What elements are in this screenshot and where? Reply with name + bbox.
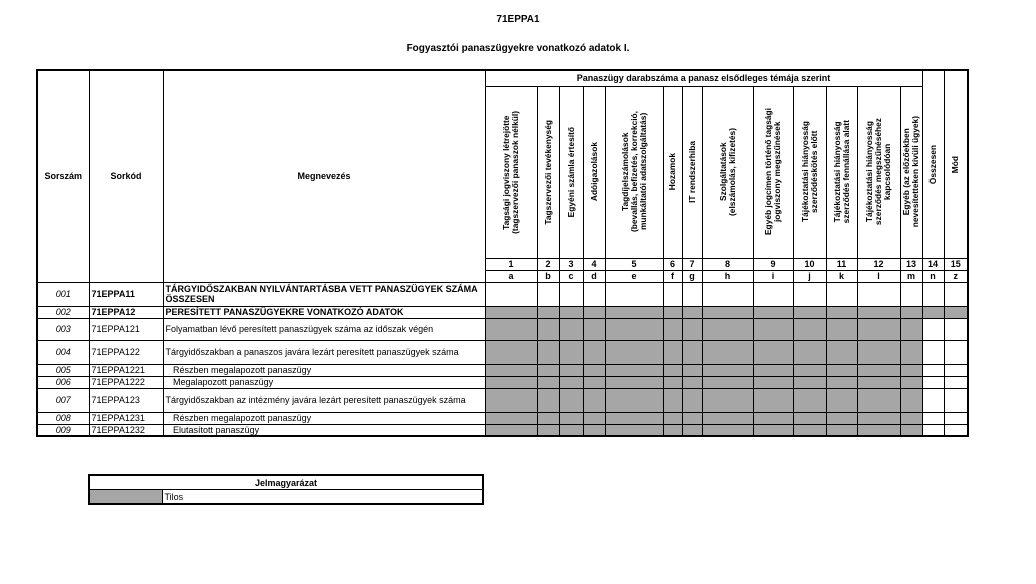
col-number-12: 12 xyxy=(857,258,900,270)
col-header-10 xyxy=(793,86,826,258)
forbidden-cell xyxy=(485,318,537,340)
forbidden-cell xyxy=(682,318,702,340)
input-cell[interactable] xyxy=(663,282,682,306)
forbidden-cell xyxy=(537,376,559,388)
col-number-4: 4 xyxy=(583,258,605,270)
forbidden-cell xyxy=(857,412,900,424)
mode-cell[interactable] xyxy=(944,318,968,340)
forbidden-cell xyxy=(826,340,857,364)
col-header-mod xyxy=(944,70,968,258)
forbidden-cell xyxy=(900,376,922,388)
form-code-title: 71EPPA1 xyxy=(496,14,540,25)
col-number-5: 5 xyxy=(605,258,663,270)
mode-cell[interactable] xyxy=(944,412,968,424)
forbidden-cell xyxy=(826,376,857,388)
forbidden-cell xyxy=(857,424,900,436)
row-sorszam: 004 xyxy=(37,340,89,364)
col-number-1: 1 xyxy=(485,258,537,270)
forbidden-cell xyxy=(559,364,583,376)
row-megnevezes: Tárgyidőszakban az intézmény javára lezárt peresített panaszügyek száma xyxy=(163,388,485,412)
forbidden-cell xyxy=(793,412,826,424)
forbidden-cell xyxy=(605,424,663,436)
forbidden-cell xyxy=(857,318,900,340)
col-header-label-6: Hozamok xyxy=(667,153,677,191)
forbidden-cell xyxy=(753,388,793,412)
forbidden-cell xyxy=(605,388,663,412)
col-header-label-13: Egyéb (az előzőekben nevesítetteken kívüli ügyek) xyxy=(901,116,920,228)
input-cell[interactable] xyxy=(793,282,826,306)
col-number-11: 11 xyxy=(826,258,857,270)
input-cell[interactable] xyxy=(559,282,583,306)
input-cell[interactable] xyxy=(485,282,537,306)
forbidden-cell xyxy=(702,318,753,340)
forbidden-cell xyxy=(753,340,793,364)
input-cell[interactable] xyxy=(605,282,663,306)
legend-label: Tilos xyxy=(162,490,483,505)
forbidden-cell xyxy=(900,306,922,318)
forbidden-cell xyxy=(663,412,682,424)
forbidden-cell xyxy=(583,388,605,412)
total-cell[interactable] xyxy=(922,424,944,436)
col-header-mod-label: Mód xyxy=(950,155,961,173)
row-megnevezes: Folyamatban lévő peresített panaszügyek száma az időszak végén xyxy=(163,318,485,340)
forbidden-cell xyxy=(857,364,900,376)
forbidden-cell xyxy=(900,412,922,424)
input-cell[interactable] xyxy=(537,282,559,306)
forbidden-cell xyxy=(900,340,922,364)
col-header-group: Panaszügy darabszáma a panasz elsődleges témája szerint xyxy=(485,70,922,86)
col-header-sorkod: Sorkód xyxy=(89,70,163,282)
forbidden-cell xyxy=(793,340,826,364)
col-letter-4: d xyxy=(583,270,605,282)
col-header-9 xyxy=(753,86,793,258)
forbidden-cell xyxy=(559,306,583,318)
total-cell[interactable] xyxy=(922,412,944,424)
forbidden-cell xyxy=(922,306,944,318)
col-letter-osszesen: n xyxy=(922,270,944,282)
col-header-label-8: Szolgáltatások (elszámolás, kifizetés) xyxy=(717,128,737,216)
forbidden-cell xyxy=(605,318,663,340)
total-cell[interactable] xyxy=(922,364,944,376)
row-sorszam: 009 xyxy=(37,424,89,436)
forbidden-cell xyxy=(559,388,583,412)
forbidden-cell xyxy=(605,376,663,388)
forbidden-cell xyxy=(826,318,857,340)
col-letter-9: i xyxy=(753,270,793,282)
forbidden-cell xyxy=(826,306,857,318)
row-sorkod: 71EPPA1231 xyxy=(89,412,163,424)
forbidden-cell xyxy=(753,306,793,318)
col-number-6: 6 xyxy=(663,258,682,270)
col-header-11 xyxy=(826,86,857,258)
forbidden-cell xyxy=(663,318,682,340)
table-row xyxy=(37,282,968,306)
col-header-1 xyxy=(485,86,537,258)
row-megnevezes: Megalapozott panaszügy xyxy=(163,376,485,388)
col-letter-2: b xyxy=(537,270,559,282)
forbidden-cell xyxy=(583,424,605,436)
row-sorkod: 71EPPA121 xyxy=(89,318,163,340)
mode-cell[interactable] xyxy=(944,388,968,412)
forbidden-cell xyxy=(682,424,702,436)
col-header-label-11: Tájékoztatási hiányosság szerződés fennállása alatt xyxy=(831,120,851,224)
forbidden-cell xyxy=(900,388,922,412)
header-row-group xyxy=(37,70,968,86)
forbidden-cell xyxy=(944,306,968,318)
col-letter-13: m xyxy=(900,270,922,282)
legend-swatch xyxy=(89,490,162,505)
forbidden-cell xyxy=(753,364,793,376)
row-sorkod: 71EPPA1221 xyxy=(89,364,163,376)
mode-cell[interactable] xyxy=(944,364,968,376)
col-number-7: 7 xyxy=(682,258,702,270)
row-megnevezes: TÁRGYIDŐSZAKBAN NYILVÁNTARTÁSBA VETT PANASZÜGYEK SZÁMA ÖSSZESEN xyxy=(163,282,485,306)
col-number-13: 13 xyxy=(900,258,922,270)
row-sorkod: 71EPPA11 xyxy=(89,282,163,306)
forbidden-cell xyxy=(605,364,663,376)
forbidden-cell xyxy=(605,306,663,318)
table-row xyxy=(37,376,968,388)
total-cell[interactable] xyxy=(922,388,944,412)
forbidden-cell xyxy=(559,376,583,388)
col-letter-1: a xyxy=(485,270,537,282)
row-megnevezes: PERESÍTETT PANASZÜGYEKRE VONATKOZÓ ADATOK xyxy=(163,306,485,318)
forbidden-cell xyxy=(583,376,605,388)
table-row xyxy=(37,364,968,376)
mode-cell[interactable] xyxy=(944,424,968,436)
col-letter-10: j xyxy=(793,270,826,282)
input-cell[interactable] xyxy=(753,282,793,306)
total-cell[interactable] xyxy=(922,318,944,340)
table-row xyxy=(37,306,968,318)
forbidden-cell xyxy=(857,340,900,364)
row-megnevezes: Tárgyidőszakban a panaszos javára lezárt peresített panaszügyek száma xyxy=(163,340,485,364)
col-header-label-10: Tájékoztatási hiányosság szerződéskötés előtt xyxy=(799,121,819,223)
table-row xyxy=(37,388,968,412)
forbidden-cell xyxy=(702,376,753,388)
forbidden-cell xyxy=(900,364,922,376)
col-header-osszesen-label: Összesen xyxy=(927,144,938,184)
forbidden-cell xyxy=(605,340,663,364)
table-row xyxy=(37,424,968,436)
forbidden-cell xyxy=(793,424,826,436)
forbidden-cell xyxy=(857,306,900,318)
forbidden-cell xyxy=(682,306,702,318)
forbidden-cell xyxy=(485,364,537,376)
forbidden-cell xyxy=(537,306,559,318)
forbidden-cell xyxy=(826,424,857,436)
input-cell[interactable] xyxy=(900,282,922,306)
forbidden-cell xyxy=(793,306,826,318)
col-header-label-7: IT rendszerhiba xyxy=(686,141,697,203)
col-header-5 xyxy=(605,86,663,258)
forbidden-cell xyxy=(682,376,702,388)
form-subtitle: Fogyasztói panaszügyekre vonatkozó adatok I. xyxy=(406,43,630,54)
forbidden-cell xyxy=(537,388,559,412)
forbidden-cell xyxy=(485,376,537,388)
data-table xyxy=(36,69,969,437)
row-sorkod: 71EPPA1232 xyxy=(89,424,163,436)
forbidden-cell xyxy=(583,364,605,376)
input-cell[interactable] xyxy=(682,282,702,306)
forbidden-cell xyxy=(485,424,537,436)
forbidden-cell xyxy=(682,412,702,424)
col-header-label-1: Tagsági jogviszony létrejötte (tagszervezői panaszok nélkül) xyxy=(501,110,520,234)
forbidden-cell xyxy=(583,412,605,424)
col-letter-7: g xyxy=(682,270,702,282)
col-letter-8: h xyxy=(702,270,753,282)
row-sorkod: 71EPPA122 xyxy=(89,340,163,364)
forbidden-cell xyxy=(537,340,559,364)
total-cell[interactable] xyxy=(922,376,944,388)
input-cell[interactable] xyxy=(857,282,900,306)
forbidden-cell xyxy=(485,340,537,364)
forbidden-cell xyxy=(605,412,663,424)
col-header-12 xyxy=(857,86,900,258)
row-sorszam: 003 xyxy=(37,318,89,340)
total-cell[interactable] xyxy=(922,340,944,364)
forbidden-cell xyxy=(663,376,682,388)
forbidden-cell xyxy=(663,364,682,376)
col-number-8: 8 xyxy=(702,258,753,270)
forbidden-cell xyxy=(559,318,583,340)
forbidden-cell xyxy=(559,424,583,436)
row-megnevezes: Részben megalapozott panaszügy xyxy=(163,364,485,376)
forbidden-cell xyxy=(753,424,793,436)
forbidden-cell xyxy=(826,412,857,424)
col-header-megnevezes: Megnevezés xyxy=(163,70,485,282)
col-letter-11: k xyxy=(826,270,857,282)
row-sorszam: 008 xyxy=(37,412,89,424)
col-number-osszesen: 14 xyxy=(922,258,944,270)
col-header-label-2: Tagszervezői tevékenység xyxy=(542,119,553,225)
input-cell[interactable] xyxy=(583,282,605,306)
forbidden-cell xyxy=(702,388,753,412)
row-sorszam: 001 xyxy=(37,282,89,306)
col-header-label-3: Egyéni számla értesítő xyxy=(565,126,576,218)
col-header-sorszam: Sorszám xyxy=(37,70,89,282)
table-row xyxy=(37,340,968,364)
forbidden-cell xyxy=(753,318,793,340)
forbidden-cell xyxy=(793,376,826,388)
forbidden-cell xyxy=(583,318,605,340)
legend-table xyxy=(88,474,484,505)
row-sorkod: 71EPPA123 xyxy=(89,388,163,412)
forbidden-cell xyxy=(583,306,605,318)
col-letter-6: f xyxy=(663,270,682,282)
col-number-9: 9 xyxy=(753,258,793,270)
col-header-8 xyxy=(702,86,753,258)
row-sorkod: 71EPPA12 xyxy=(89,306,163,318)
forbidden-cell xyxy=(702,306,753,318)
forbidden-cell xyxy=(663,424,682,436)
row-sorszam: 005 xyxy=(37,364,89,376)
forbidden-cell xyxy=(857,388,900,412)
row-sorszam: 002 xyxy=(37,306,89,318)
forbidden-cell xyxy=(537,364,559,376)
forbidden-cell xyxy=(682,340,702,364)
col-header-osszesen xyxy=(922,70,944,258)
forbidden-cell xyxy=(485,306,537,318)
table-row xyxy=(37,412,968,424)
col-header-2 xyxy=(537,86,559,258)
forbidden-cell xyxy=(537,412,559,424)
forbidden-cell xyxy=(583,340,605,364)
col-number-mod: 15 xyxy=(944,258,968,270)
forbidden-cell xyxy=(702,364,753,376)
table-row xyxy=(37,318,968,340)
row-megnevezes: Elutasított panaszügy xyxy=(163,424,485,436)
col-header-13 xyxy=(900,86,922,258)
forbidden-cell xyxy=(857,376,900,388)
forbidden-cell xyxy=(702,424,753,436)
col-letter-12: l xyxy=(857,270,900,282)
legend-title: Jelmagyarázat xyxy=(89,475,483,490)
forbidden-cell xyxy=(753,412,793,424)
forbidden-cell xyxy=(537,318,559,340)
forbidden-cell xyxy=(793,318,826,340)
col-header-label-5: Tagdíjelszámolások (bevallás, befizetés, korrekció, munkáltatói adatszolgáltatás) xyxy=(619,111,648,233)
forbidden-cell xyxy=(485,388,537,412)
col-number-2: 2 xyxy=(537,258,559,270)
forbidden-cell xyxy=(793,388,826,412)
col-letter-mod: z xyxy=(944,270,968,282)
row-megnevezes: Részben megalapozott panaszügy xyxy=(163,412,485,424)
forbidden-cell xyxy=(826,388,857,412)
col-header-4 xyxy=(583,86,605,258)
mode-cell[interactable] xyxy=(944,376,968,388)
forbidden-cell xyxy=(826,364,857,376)
col-header-label-4: Adóigazolások xyxy=(588,142,599,202)
forbidden-cell xyxy=(537,424,559,436)
col-header-3 xyxy=(559,86,583,258)
col-number-10: 10 xyxy=(793,258,826,270)
mode-cell[interactable] xyxy=(944,282,968,306)
row-sorszam: 007 xyxy=(37,388,89,412)
forbidden-cell xyxy=(900,318,922,340)
forbidden-cell xyxy=(753,376,793,388)
input-cell[interactable] xyxy=(826,282,857,306)
col-header-6 xyxy=(663,86,682,258)
forbidden-cell xyxy=(682,364,702,376)
col-letter-5: e xyxy=(605,270,663,282)
col-header-label-9: Egyéb jogcímen történő tagsági jogviszony megszűnések xyxy=(763,108,782,236)
row-sorkod: 71EPPA1222 xyxy=(89,376,163,388)
forbidden-cell xyxy=(663,388,682,412)
forbidden-cell xyxy=(663,306,682,318)
forbidden-cell xyxy=(485,412,537,424)
row-sorszam: 006 xyxy=(37,376,89,388)
forbidden-cell xyxy=(900,424,922,436)
forbidden-cell xyxy=(793,364,826,376)
input-cell[interactable] xyxy=(702,282,753,306)
forbidden-cell xyxy=(702,412,753,424)
forbidden-cell xyxy=(559,412,583,424)
col-letter-3: c xyxy=(559,270,583,282)
forbidden-cell xyxy=(559,340,583,364)
forbidden-cell xyxy=(682,388,702,412)
total-cell[interactable] xyxy=(922,282,944,306)
col-header-label-12: Tájékoztatási hiányosság szerződés megszűnéséhez kapcsolódóan xyxy=(864,118,892,226)
forbidden-cell xyxy=(663,340,682,364)
col-number-3: 3 xyxy=(559,258,583,270)
col-header-7 xyxy=(682,86,702,258)
mode-cell[interactable] xyxy=(944,340,968,364)
forbidden-cell xyxy=(702,340,753,364)
